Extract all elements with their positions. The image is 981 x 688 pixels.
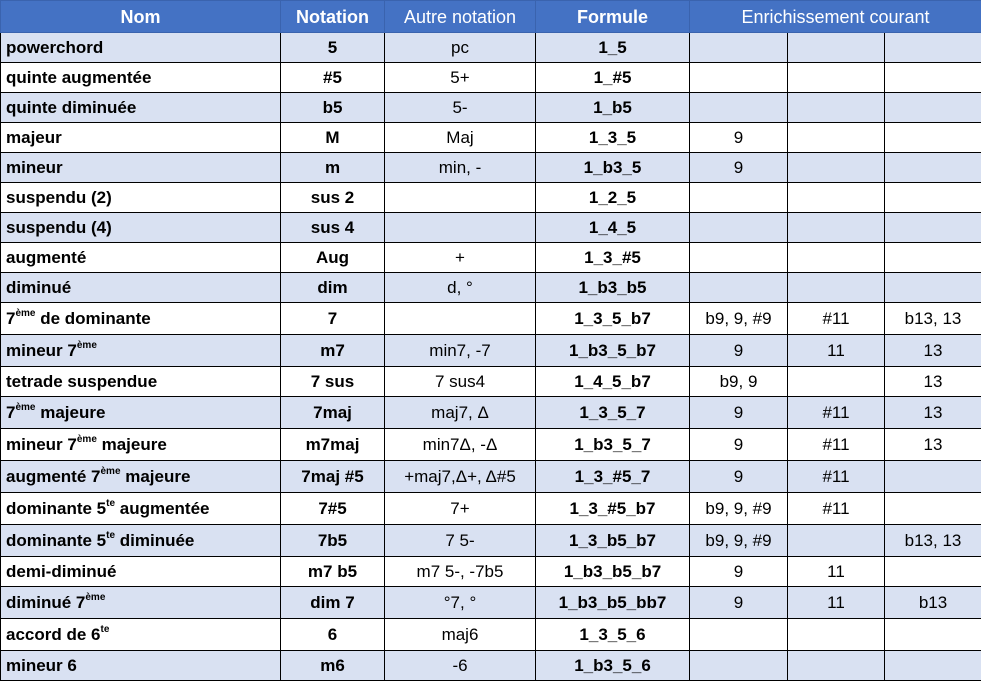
autre-notation-cell: -6 [385, 651, 536, 681]
table-row [1, 243, 981, 273]
enrichissement-1-cell: b9, 9, #9 [690, 303, 788, 335]
header-autre-notation: Autre notation [385, 1, 536, 33]
enrichissement-1-cell: 9 [690, 335, 788, 367]
notation-cell: sus 4 [281, 213, 385, 243]
table-row [1, 213, 981, 243]
autre-notation-cell: min, - [385, 153, 536, 183]
chord-name-cell [1, 429, 281, 461]
notation-cell: m7 b5 [281, 557, 385, 587]
table-row [1, 461, 981, 493]
chord-name-superscript: te [106, 497, 116, 509]
formule-cell: 1_b3_5 [536, 153, 690, 183]
enrichissement-2-cell: #11 [788, 303, 885, 335]
table-row [1, 367, 981, 397]
chord-name-suffix: augmentée [115, 498, 210, 518]
chord-name-cell [1, 493, 281, 525]
enrichissement-3-cell [885, 33, 981, 63]
table-row [1, 335, 981, 367]
formule-cell: 1_b3_5_7 [536, 429, 690, 461]
autre-notation-cell: Maj [385, 123, 536, 153]
chord-name-text: dominante 5 [6, 498, 107, 518]
chord-name-suffix: majeure [35, 402, 106, 422]
enrichissement-1-cell [690, 243, 788, 273]
autre-notation-cell [385, 213, 536, 243]
enrichissement-3-cell: 13 [885, 367, 981, 397]
enrichissement-3-cell: 13 [885, 429, 981, 461]
enrichissement-2-cell [788, 153, 885, 183]
formule-cell: 1_3_#5 [536, 243, 690, 273]
formule-cell: 1_3_5 [536, 123, 690, 153]
enrichissement-1-cell: b9, 9, #9 [690, 493, 788, 525]
notation-cell: 5 [281, 33, 385, 63]
table-row [1, 183, 981, 213]
formule-cell: 1_b3_b5 [536, 273, 690, 303]
chord-name-text: mineur 7 [6, 340, 77, 360]
table-row [1, 273, 981, 303]
enrichissement-2-cell: 11 [788, 587, 885, 619]
header-row [1, 1, 981, 33]
notation-cell: m7 [281, 335, 385, 367]
autre-notation-cell: pc [385, 33, 536, 63]
notation-cell: 6 [281, 619, 385, 651]
formule-cell: 1_b3_b5_b7 [536, 557, 690, 587]
header-enrichissement: Enrichissement courant [690, 1, 981, 33]
table-body [1, 33, 981, 681]
enrichissement-1-cell: b9, 9, #9 [690, 525, 788, 557]
header-notation: Notation [281, 1, 385, 33]
chord-name-cell: mineur [1, 153, 281, 183]
enrichissement-1-cell: 9 [690, 397, 788, 429]
enrichissement-2-cell [788, 63, 885, 93]
chord-name-superscript: te [100, 623, 110, 635]
enrichissement-3-cell [885, 153, 981, 183]
enrichissement-3-cell [885, 183, 981, 213]
enrichissement-2-cell [788, 33, 885, 63]
table-row [1, 33, 981, 63]
chord-name-suffix: de dominante [35, 308, 151, 328]
table-row [1, 619, 981, 651]
enrichissement-2-cell [788, 651, 885, 681]
autre-notation-cell [385, 183, 536, 213]
table-row [1, 93, 981, 123]
notation-cell: dim 7 [281, 587, 385, 619]
notation-cell: b5 [281, 93, 385, 123]
chord-name-superscript: te [106, 529, 116, 541]
formule-cell: 1_b3_5_b7 [536, 335, 690, 367]
enrichissement-2-cell: #11 [788, 429, 885, 461]
chord-name-cell: tetrade suspendue [1, 367, 281, 397]
enrichissement-2-cell [788, 243, 885, 273]
chord-name-cell: demi-diminué [1, 557, 281, 587]
chord-name-cell: quinte diminuée [1, 93, 281, 123]
formule-cell: 1_3_b5_b7 [536, 525, 690, 557]
notation-cell: 7maj [281, 397, 385, 429]
chord-name-text: augmenté 7 [6, 466, 101, 486]
autre-notation-cell: 5+ [385, 63, 536, 93]
autre-notation-cell: 7+ [385, 493, 536, 525]
enrichissement-2-cell: #11 [788, 461, 885, 493]
autre-notation-cell: d, ° [385, 273, 536, 303]
enrichissement-3-cell [885, 557, 981, 587]
chord-name-cell: suspendu (2) [1, 183, 281, 213]
notation-cell: 7maj #5 [281, 461, 385, 493]
notation-cell: 7 sus [281, 367, 385, 397]
autre-notation-cell: min7, -7 [385, 335, 536, 367]
notation-cell: 7b5 [281, 525, 385, 557]
table-row [1, 651, 981, 681]
table-row [1, 525, 981, 557]
table-row [1, 63, 981, 93]
chord-name-cell: diminué [1, 273, 281, 303]
autre-notation-cell: m7 5-, -7b5 [385, 557, 536, 587]
chord-name-text: mineur 7 [6, 434, 77, 454]
notation-cell: 7 [281, 303, 385, 335]
formule-cell: 1_b3_5_6 [536, 651, 690, 681]
table-header [1, 1, 981, 33]
enrichissement-1-cell [690, 651, 788, 681]
formule-cell: 1_5 [536, 33, 690, 63]
enrichissement-3-cell: 13 [885, 397, 981, 429]
notation-cell: dim [281, 273, 385, 303]
enrichissement-2-cell: 11 [788, 557, 885, 587]
autre-notation-cell: °7, ° [385, 587, 536, 619]
enrichissement-1-cell [690, 213, 788, 243]
enrichissement-2-cell: 11 [788, 335, 885, 367]
formule-cell: 1_2_5 [536, 183, 690, 213]
enrichissement-3-cell [885, 493, 981, 525]
chord-name-cell: augmenté [1, 243, 281, 273]
table-row [1, 557, 981, 587]
enrichissement-3-cell: b13 [885, 587, 981, 619]
enrichissement-2-cell [788, 619, 885, 651]
chord-name-cell: suspendu (4) [1, 213, 281, 243]
chord-name-superscript: ème [15, 401, 36, 413]
enrichissement-2-cell [788, 273, 885, 303]
table-row [1, 397, 981, 429]
table-row [1, 429, 981, 461]
autre-notation-cell: +maj7,Δ+, Δ#5 [385, 461, 536, 493]
formule-cell: 1_3_5_b7 [536, 303, 690, 335]
formule-cell: 1_3_#5_b7 [536, 493, 690, 525]
autre-notation-cell: 5- [385, 93, 536, 123]
enrichissement-3-cell [885, 651, 981, 681]
enrichissement-2-cell [788, 525, 885, 557]
chord-name-superscript: ème [76, 339, 97, 351]
chord-name-suffix: majeure [96, 434, 167, 454]
notation-cell: sus 2 [281, 183, 385, 213]
autre-notation-cell: 7 5- [385, 525, 536, 557]
chord-name-cell [1, 461, 281, 493]
enrichissement-1-cell [690, 183, 788, 213]
enrichissement-3-cell: 13 [885, 335, 981, 367]
chord-name-superscript: ème [100, 465, 121, 477]
chord-name-cell [1, 335, 281, 367]
autre-notation-cell: + [385, 243, 536, 273]
enrichissement-3-cell [885, 273, 981, 303]
chord-name-cell: powerchord [1, 33, 281, 63]
chord-name-suffix: majeure [120, 466, 191, 486]
enrichissement-1-cell [690, 33, 788, 63]
chord-name-text: 7 [6, 308, 16, 328]
enrichissement-1-cell [690, 619, 788, 651]
enrichissement-3-cell [885, 243, 981, 273]
enrichissement-1-cell: 9 [690, 153, 788, 183]
enrichissement-2-cell [788, 183, 885, 213]
chord-name-cell [1, 587, 281, 619]
table-row [1, 587, 981, 619]
formule-cell: 1_4_5 [536, 213, 690, 243]
chord-name-cell: quinte augmentée [1, 63, 281, 93]
chord-name-superscript: ème [15, 307, 36, 319]
chord-name-cell [1, 525, 281, 557]
notation-cell: m7maj [281, 429, 385, 461]
formule-cell: 1_3_5_6 [536, 619, 690, 651]
chord-name-text: dominante 5 [6, 530, 107, 550]
chord-name-superscript: ème [85, 591, 106, 603]
enrichissement-1-cell: 9 [690, 123, 788, 153]
enrichissement-1-cell [690, 93, 788, 123]
formule-cell: 1_3_5_7 [536, 397, 690, 429]
chord-name-cell [1, 619, 281, 651]
notation-cell: Aug [281, 243, 385, 273]
chord-name-suffix: diminuée [115, 530, 195, 550]
enrichissement-3-cell [885, 619, 981, 651]
autre-notation-cell [385, 303, 536, 335]
formule-cell: 1_4_5_b7 [536, 367, 690, 397]
autre-notation-cell: min7Δ, -Δ [385, 429, 536, 461]
header-nom: Nom [1, 1, 281, 33]
enrichissement-2-cell [788, 123, 885, 153]
table-row [1, 303, 981, 335]
enrichissement-2-cell [788, 367, 885, 397]
enrichissement-3-cell [885, 213, 981, 243]
notation-cell: m [281, 153, 385, 183]
chord-name-cell: mineur 6 [1, 651, 281, 681]
table-row [1, 493, 981, 525]
enrichissement-3-cell [885, 461, 981, 493]
enrichissement-3-cell [885, 93, 981, 123]
enrichissement-3-cell [885, 123, 981, 153]
table-row [1, 153, 981, 183]
notation-cell: #5 [281, 63, 385, 93]
autre-notation-cell: maj7, Δ [385, 397, 536, 429]
header-formule: Formule [536, 1, 690, 33]
enrichissement-3-cell [885, 63, 981, 93]
table-row [1, 123, 981, 153]
enrichissement-3-cell: b13, 13 [885, 525, 981, 557]
chord-name-superscript: ème [76, 433, 97, 445]
enrichissement-3-cell: b13, 13 [885, 303, 981, 335]
enrichissement-1-cell: 9 [690, 557, 788, 587]
formule-cell: 1_3_#5_7 [536, 461, 690, 493]
enrichissement-2-cell: #11 [788, 493, 885, 525]
chord-name-text: diminué 7 [6, 592, 86, 612]
chord-name-text: accord de 6 [6, 624, 101, 644]
chord-name-cell [1, 303, 281, 335]
enrichissement-1-cell [690, 273, 788, 303]
chord-name-text: 7 [6, 402, 16, 422]
notation-cell: M [281, 123, 385, 153]
enrichissement-1-cell: 9 [690, 429, 788, 461]
enrichissement-2-cell [788, 93, 885, 123]
enrichissement-1-cell: 9 [690, 461, 788, 493]
autre-notation-cell: maj6 [385, 619, 536, 651]
enrichissement-2-cell [788, 213, 885, 243]
formule-cell: 1_b3_b5_bb7 [536, 587, 690, 619]
formule-cell: 1_b5 [536, 93, 690, 123]
autre-notation-cell: 7 sus4 [385, 367, 536, 397]
notation-cell: 7#5 [281, 493, 385, 525]
notation-cell: m6 [281, 651, 385, 681]
chord-name-cell: majeur [1, 123, 281, 153]
enrichissement-1-cell [690, 63, 788, 93]
enrichissement-2-cell: #11 [788, 397, 885, 429]
enrichissement-1-cell: 9 [690, 587, 788, 619]
chord-name-cell [1, 397, 281, 429]
formule-cell: 1_#5 [536, 63, 690, 93]
enrichissement-1-cell: b9, 9 [690, 367, 788, 397]
